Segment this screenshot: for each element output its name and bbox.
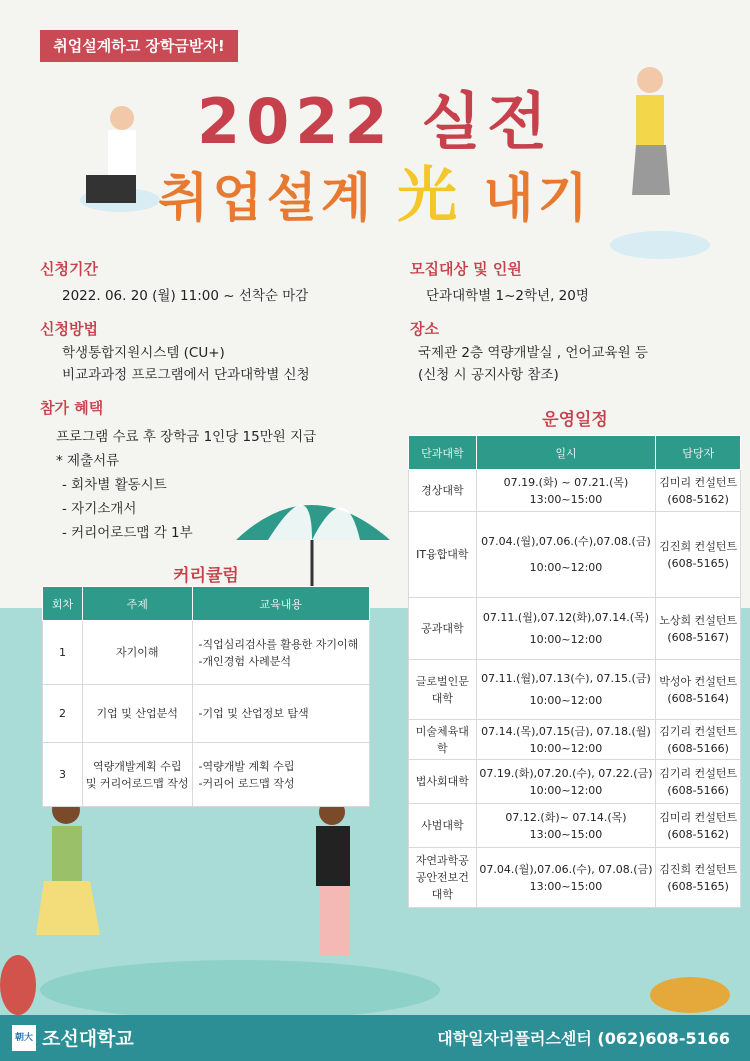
period-text: 2022. 06. 20 (월) 11:00 ~ 선착순 마감 bbox=[62, 288, 309, 304]
topic-cell: 기업 및 산업분석 bbox=[82, 685, 192, 743]
main-title: 2022 실전 bbox=[197, 85, 553, 158]
college-cell: 공과대학 bbox=[409, 598, 477, 660]
college-cell: 자연과학공공안전보건대학 bbox=[409, 848, 477, 908]
place-text-2: (신청 시 공지사항 참조) bbox=[418, 367, 559, 383]
table-row bbox=[43, 621, 370, 685]
round-cell: 2 bbox=[43, 685, 83, 743]
curriculum-title: 커리큘럼 bbox=[173, 566, 239, 586]
date-cell: 07.14.(목),07.15(금), 07.18.(월) 10:00~12:00 bbox=[476, 720, 656, 760]
table-row bbox=[409, 598, 741, 660]
target-text: 단과대학별 1~2학년, 20명 bbox=[426, 288, 589, 304]
topic-cell: 자기이해 bbox=[82, 621, 192, 685]
table-row bbox=[409, 848, 741, 908]
date-cell: 07.19.(화) ~ 07.21.(목) 13:00~15:00 bbox=[476, 470, 656, 512]
benefit-text-2: * 제출서류 bbox=[56, 453, 120, 469]
place-heading: 장소 bbox=[410, 320, 439, 338]
benefit-text-3: - 회차별 활동시트 bbox=[62, 477, 167, 493]
date-cell: 07.11.(월),07.13(수), 07.15.(금) 10:00~12:00 bbox=[476, 660, 656, 720]
schedule-table bbox=[408, 435, 741, 908]
college-cell: 경상대학 bbox=[409, 470, 477, 512]
benefit-text-4: - 자기소개서 bbox=[62, 501, 137, 517]
table-row bbox=[409, 660, 741, 720]
leaf-decoration bbox=[0, 955, 36, 1015]
table-row bbox=[409, 804, 741, 848]
table-row bbox=[409, 512, 741, 598]
umbrella-icon bbox=[236, 505, 390, 540]
staff-cell: 김미리 컨설턴트 (608-5162) bbox=[656, 804, 741, 848]
staff-cell: 김진희 컨설턴트 (608-5165) bbox=[656, 512, 741, 598]
content-cell: -직업심리검사를 활용한 자기이해 -개인경험 사례분석 bbox=[192, 621, 369, 685]
table-row bbox=[43, 743, 370, 807]
date-cell: 07.04.(월),07.06.(수),07.08.(금) 10:00~12:00 bbox=[476, 512, 656, 598]
curriculum-header-no: 회차 bbox=[43, 587, 83, 621]
topic-cell: 역량개발계획 수립 및 커리어로드맵 작성 bbox=[82, 743, 192, 807]
date-cell: 07.04.(월),07.06.(수), 07.08.(금) 13:00~15:00 bbox=[476, 848, 656, 908]
curriculum-header-content: 교육내용 bbox=[192, 587, 369, 621]
table-row bbox=[409, 470, 741, 512]
college-cell: 미술체육대학 bbox=[409, 720, 477, 760]
round-cell: 3 bbox=[43, 743, 83, 807]
target-heading: 모집대상 및 인원 bbox=[410, 260, 522, 278]
content-cell: -기업 및 산업정보 탐색 bbox=[192, 685, 369, 743]
college-cell: 사범대학 bbox=[409, 804, 477, 848]
method-heading: 신청방법 bbox=[40, 320, 98, 338]
date-cell: 07.19.(화),07.20.(수), 07.22.(금) 10:00~12:00 bbox=[476, 760, 656, 804]
benefit-heading: 참가 혜택 bbox=[40, 399, 104, 417]
curriculum-header-topic: 주제 bbox=[82, 587, 192, 621]
schedule-header-college: 단과대학 bbox=[409, 436, 477, 470]
leaf-decoration bbox=[650, 977, 730, 1013]
schedule-header-staff: 담당자 bbox=[656, 436, 741, 470]
staff-cell: 노상희 컨설턴트 (608-5167) bbox=[656, 598, 741, 660]
round-cell: 1 bbox=[43, 621, 83, 685]
benefit-text-5: - 커리어로드맵 각 1부 bbox=[62, 525, 193, 541]
date-cell: 07.12.(화)~ 07.14.(목) 13:00~15:00 bbox=[476, 804, 656, 848]
staff-cell: 박성아 컨설턴트 (608-5164) bbox=[656, 660, 741, 720]
staff-cell: 김기리 컨설턴트 (608-5166) bbox=[656, 720, 741, 760]
staff-cell: 김진희 컨설턴트 (608-5165) bbox=[656, 848, 741, 908]
schedule-header-date: 일시 bbox=[476, 436, 656, 470]
table-row bbox=[409, 760, 741, 804]
university-name: 조선대학교 bbox=[42, 1028, 134, 1050]
banner-tag: 취업설계하고 장학금받자! bbox=[40, 30, 238, 62]
staff-cell: 김기리 컨설턴트 (608-5166) bbox=[656, 760, 741, 804]
curriculum-table bbox=[42, 586, 370, 807]
benefit-text-1: 프로그램 수료 후 장학금 1인당 15만원 지급 bbox=[56, 429, 317, 445]
university-logo-icon: 朝大 bbox=[12, 1025, 36, 1051]
table-row bbox=[43, 685, 370, 743]
sub-title: 취업설계 光 내기 bbox=[158, 161, 592, 231]
staff-cell: 김미리 컨설턴트 (608-5162) bbox=[656, 470, 741, 512]
method-text-2: 비교과과정 프로그램에서 단과대학별 신청 bbox=[62, 367, 310, 383]
college-cell: 법사회대학 bbox=[409, 760, 477, 804]
college-cell: IT융합대학 bbox=[409, 512, 477, 598]
date-cell: 07.11.(월),07.12(화),07.14.(목) 10:00~12:00 bbox=[476, 598, 656, 660]
table-row bbox=[409, 720, 741, 760]
college-cell: 글로벌인문대학 bbox=[409, 660, 477, 720]
place-text-1: 국제관 2층 역량개발실 , 언어교육원 등 bbox=[418, 345, 648, 361]
schedule-title: 운영일정 bbox=[542, 410, 608, 430]
method-text-1: 학생통합지원시스템 (CU+) bbox=[62, 345, 225, 361]
center-contact: 대학일자리플러스센터 (062)608-5166 bbox=[437, 1029, 730, 1048]
content-cell: -역량개발 계획 수립 -커리어 로드맵 작성 bbox=[192, 743, 369, 807]
cloud bbox=[610, 231, 710, 259]
period-heading: 신청기간 bbox=[40, 260, 98, 278]
